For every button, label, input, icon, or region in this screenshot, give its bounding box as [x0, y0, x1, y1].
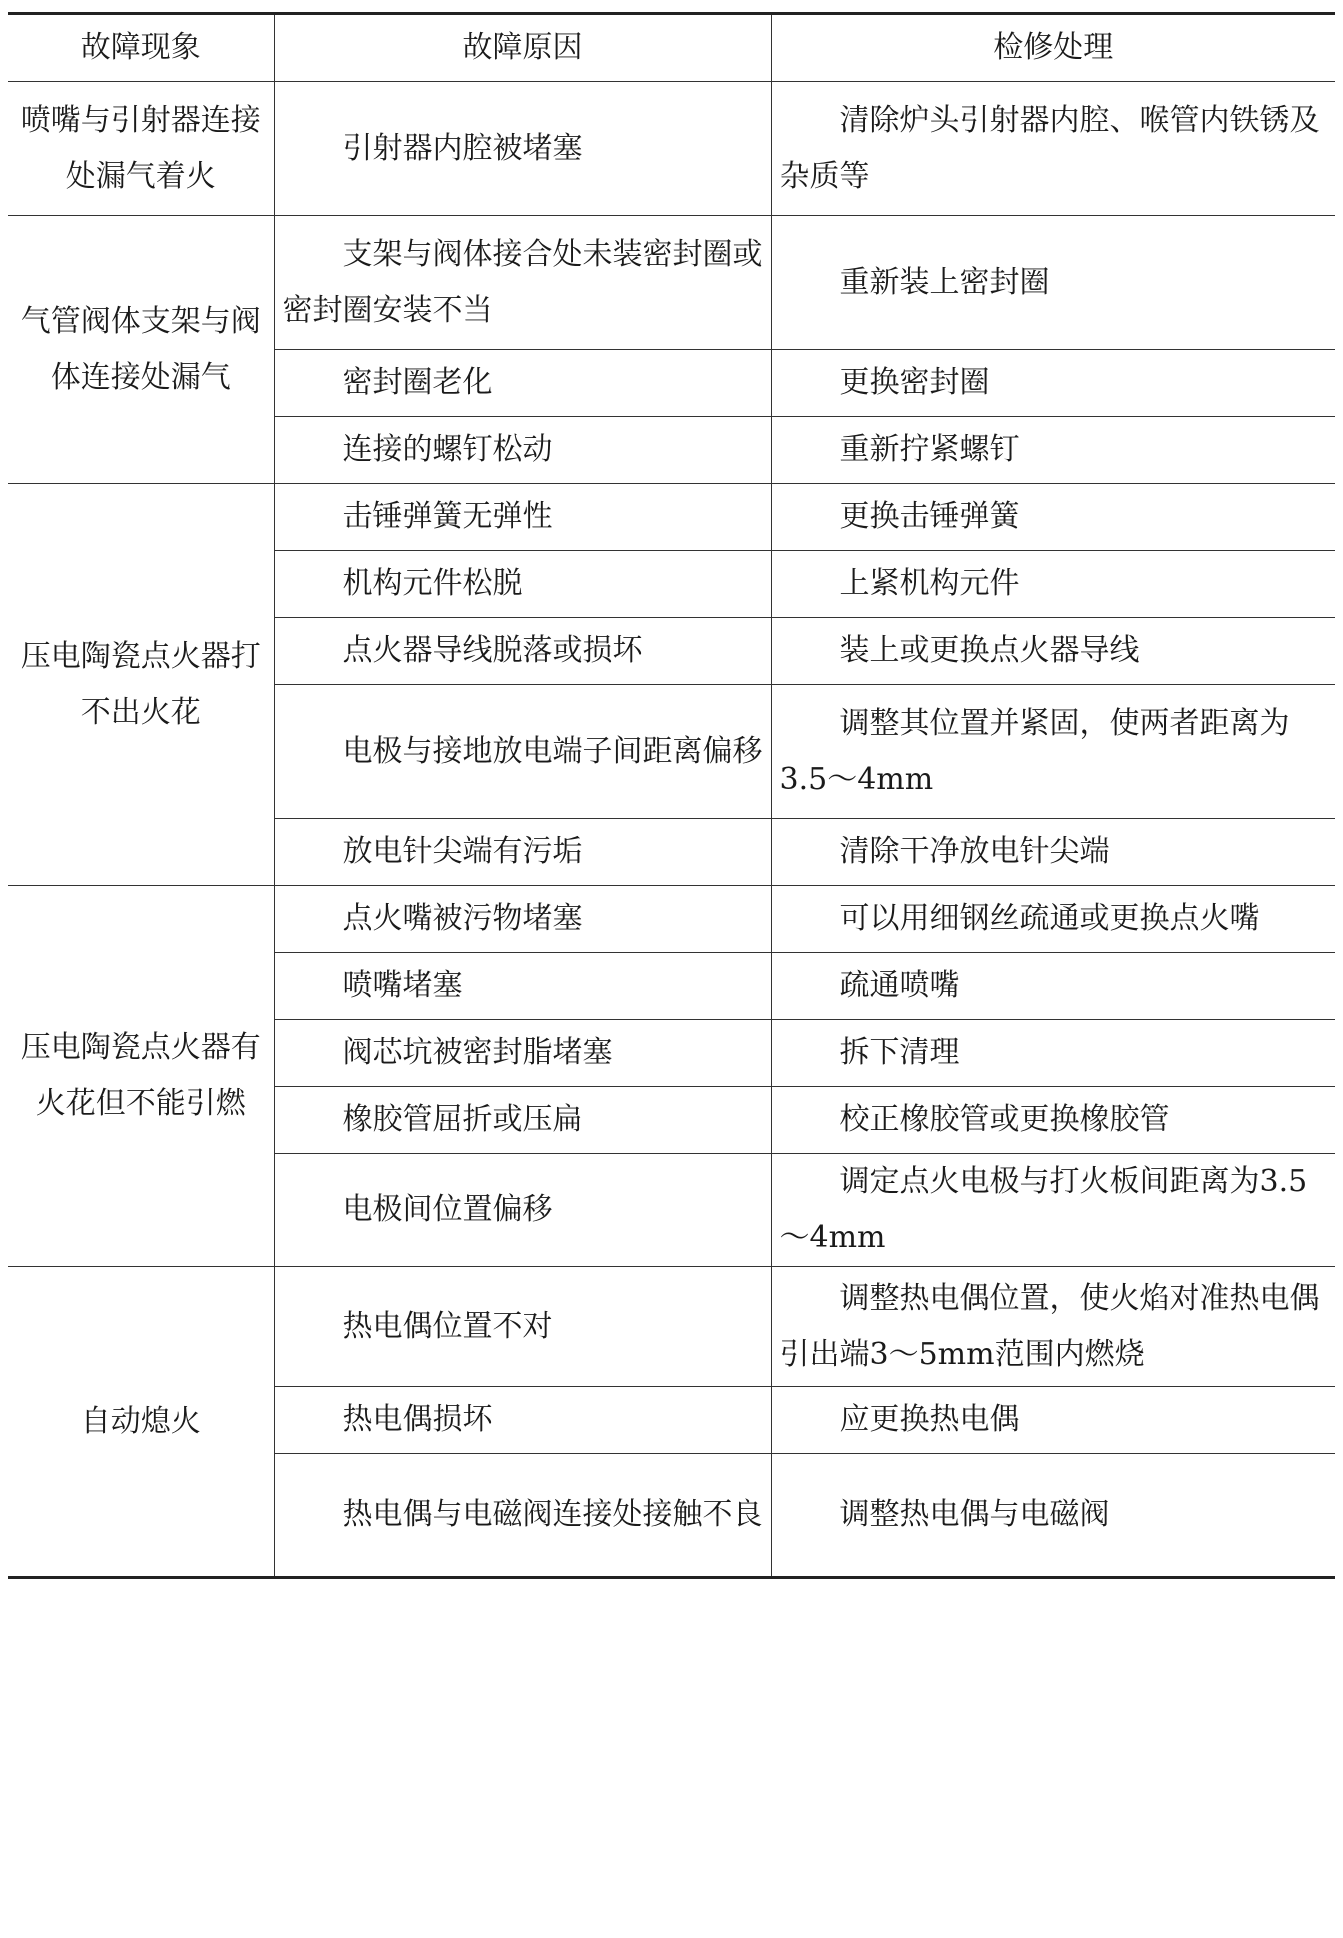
- cause-cell: 阀芯坑被密封脂堵塞: [274, 1020, 771, 1087]
- fix-cell: 疏通喷嘴: [771, 953, 1335, 1020]
- header-fix: 检修处理: [771, 14, 1335, 82]
- cause-cell: 放电针尖端有污垢: [274, 819, 771, 886]
- fix-cell: 校正橡胶管或更换橡胶管: [771, 1087, 1335, 1154]
- header-symptom: 故障现象: [8, 14, 274, 82]
- table-row: [8, 82, 1335, 216]
- header-row: [8, 14, 1335, 82]
- header-cause: 故障原因: [274, 14, 771, 82]
- table-row: [8, 886, 1335, 953]
- table-row: [8, 484, 1335, 551]
- fix-cell: 更换击锤弹簧: [771, 484, 1335, 551]
- cause-cell: 击锤弹簧无弹性: [274, 484, 771, 551]
- fix-cell: 可以用细钢丝疏通或更换点火嘴: [771, 886, 1335, 953]
- cause-cell: 热电偶与电磁阀连接处接触不良: [274, 1454, 771, 1578]
- fix-cell: 清除炉头引射器内腔、喉管内铁锈及杂质等: [771, 82, 1335, 216]
- cause-cell: 电极与接地放电端子间距离偏移: [274, 685, 771, 819]
- fix-cell: 调整其位置并紧固，使两者距离为3.5～4mm: [771, 685, 1335, 819]
- fix-cell: 更换密封圈: [771, 350, 1335, 417]
- cause-cell: 引射器内腔被堵塞: [274, 82, 771, 216]
- symptom-cell: 自动熄火: [8, 1267, 274, 1578]
- fix-cell: 上紧机构元件: [771, 551, 1335, 618]
- cause-cell: 喷嘴堵塞: [274, 953, 771, 1020]
- cause-cell: 点火器导线脱落或损坏: [274, 618, 771, 685]
- cause-cell: 橡胶管屈折或压扁: [274, 1087, 771, 1154]
- symptom-cell: 压电陶瓷点火器打不出火花: [8, 484, 274, 886]
- symptom-cell: 压电陶瓷点火器有火花但不能引燃: [8, 886, 274, 1267]
- cause-cell: 机构元件松脱: [274, 551, 771, 618]
- fix-cell: 重新装上密封圈: [771, 216, 1335, 350]
- cause-cell: 热电偶位置不对: [274, 1267, 771, 1387]
- table-row: [8, 216, 1335, 350]
- fix-cell: 调整热电偶与电磁阀: [771, 1454, 1335, 1578]
- fix-cell: 调整热电偶位置，使火焰对准热电偶引出端3～5mm范围内燃烧: [771, 1267, 1335, 1387]
- symptom-cell: 气管阀体支架与阀体连接处漏气: [8, 216, 274, 484]
- fix-cell: 装上或更换点火器导线: [771, 618, 1335, 685]
- table-row: [8, 1267, 1335, 1387]
- cause-cell: 热电偶损坏: [274, 1387, 771, 1454]
- symptom-cell: 喷嘴与引射器连接处漏气着火: [8, 82, 274, 216]
- fix-cell: 调定点火电极与打火板间距离为3.5～4mm: [771, 1154, 1335, 1267]
- cause-cell: 支架与阀体接合处未装密封圈或密封圈安装不当: [274, 216, 771, 350]
- cause-cell: 连接的螺钉松动: [274, 417, 771, 484]
- fix-cell: 拆下清理: [771, 1020, 1335, 1087]
- fault-table: [8, 12, 1335, 1579]
- fix-cell: 应更换热电偶: [771, 1387, 1335, 1454]
- fix-cell: 重新拧紧螺钉: [771, 417, 1335, 484]
- cause-cell: 电极间位置偏移: [274, 1154, 771, 1267]
- cause-cell: 点火嘴被污物堵塞: [274, 886, 771, 953]
- cause-cell: 密封圈老化: [274, 350, 771, 417]
- fix-cell: 清除干净放电针尖端: [771, 819, 1335, 886]
